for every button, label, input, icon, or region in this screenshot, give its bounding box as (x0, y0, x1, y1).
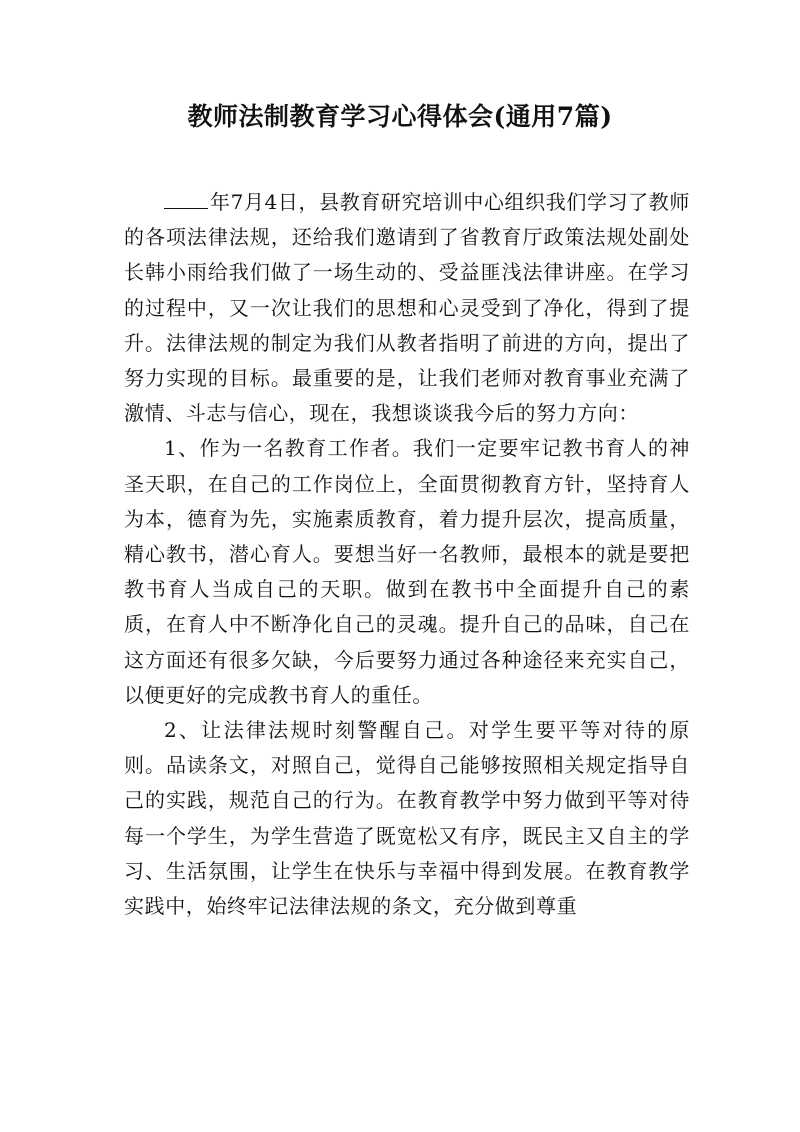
paragraph-2 (124, 431, 690, 713)
document-body (124, 185, 690, 924)
paragraph-2-text: 1、作为一名教育工作者。我们一定要牢记教书育人的神圣天职，在自己的工作岗位上，全面贯彻教育方针，坚持育人为本，德育为先，实施素质教育，着力提升层次，提高质量，精心教书，潜心育人。要想当好一名教师，最根本的就是要把教书育人当成自己的天职。做到在教书中全面提升自己的素质，在育人中不断净化自己的灵魂。提升自己的品味，自己在这方面还有很多欠缺，今后要努力通过各种途径来充实自己，以便更好的完成教书育人的重任。 (124, 436, 690, 707)
paragraph-1-text: 年7月4日，县教育研究培训中心组织我们学习了教师的各项法律法规，还给我们邀请到了省教育厅政策法规处副处长韩小雨给我们做了一场生动的、受益匪浅法律讲座。在学习的过程中，又一次让我们的思想和心灵受到了净化，得到了提升。法律法规的制定为我们从教者指明了前进的方向，提出了努力实现的目标。最重要的是，让我们老师对教育事业充满了激情、斗志与信心，现在，我想谈谈我今后的努力方向： (124, 190, 690, 426)
paragraph-3-text: 2、让法律法规时刻警醒自己。对学生要平等对待的原则。品读条文，对照自己，觉得自己能够按照相关规定指导自己的实践，规范自己的行为。在教育教学中努力做到平等对待每一个学生，为学生营造了既宽松又有序，既民主又自主的学习、生活氛围，让学生在快乐与幸福中得到发展。在教育教学实践中，始终牢记法律法规的条文，充分做到尊重 (124, 718, 690, 919)
paragraph-1 (124, 185, 690, 431)
date-blank-underline (164, 190, 208, 209)
paragraph-3 (124, 713, 690, 924)
document-title: 教师法制教育学习心得体会(通用7篇) (187, 102, 613, 131)
